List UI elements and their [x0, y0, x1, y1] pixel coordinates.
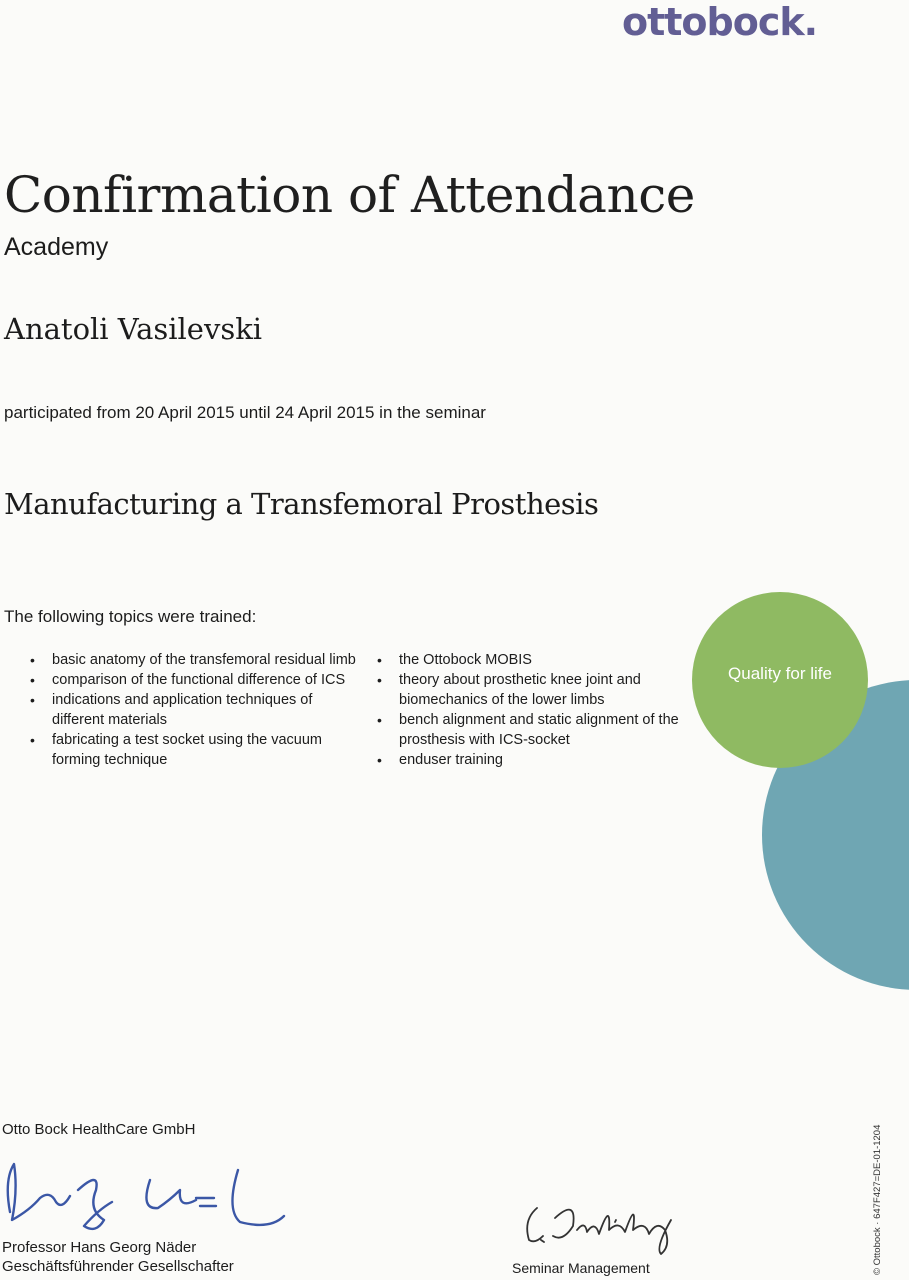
- document-title: Confirmation of Attendance: [4, 166, 695, 224]
- tagline-text: Quality for life: [728, 664, 832, 683]
- participation-statement: participated from 20 April 2015 until 24 April 2015 in the seminar: [4, 403, 486, 422]
- topics-intro: The following topics were trained:: [4, 607, 257, 626]
- signature-left: [0, 1150, 300, 1240]
- list-item: • theory about prosthetic knee joint and biomechanics of the lower limbs: [373, 670, 693, 710]
- company-name: Otto Bock HealthCare GmbH: [2, 1121, 196, 1138]
- list-item: • fabricating a test socket using the vacuum forming technique: [26, 730, 366, 770]
- signer-left: [2, 1238, 234, 1276]
- list-item: • comparison of the functional difference of ICS: [26, 670, 366, 690]
- list-item: • the Ottobock MOBIS: [373, 650, 693, 670]
- list-item: • bench alignment and static alignment of the prosthesis with ICS-socket: [373, 710, 693, 750]
- signer-left-role: Geschäftsführender Gesellschafter: [2, 1258, 234, 1275]
- signature-right: [515, 1190, 695, 1260]
- list-item: • enduser training: [373, 750, 693, 770]
- list-item: • indications and application techniques of different materials: [26, 690, 366, 730]
- signer-right-role: Seminar Management: [512, 1260, 650, 1276]
- topics-list-right: [373, 650, 693, 770]
- topics-list-left: [26, 650, 366, 770]
- document-reference: © Ottobock · 647F427=DE-01-1204: [872, 1124, 883, 1275]
- document-subtitle: Academy: [4, 233, 109, 261]
- quality-for-life-badge: [692, 592, 868, 768]
- list-item: • basic anatomy of the transfemoral residual limb: [26, 650, 366, 670]
- ottobock-logo: ottobock.: [622, 0, 818, 44]
- signer-left-name: Professor Hans Georg Näder: [2, 1239, 197, 1256]
- participant-name: Anatoli Vasilevski: [4, 312, 263, 346]
- seminar-title: Manufacturing a Transfemoral Prosthesis: [4, 487, 599, 521]
